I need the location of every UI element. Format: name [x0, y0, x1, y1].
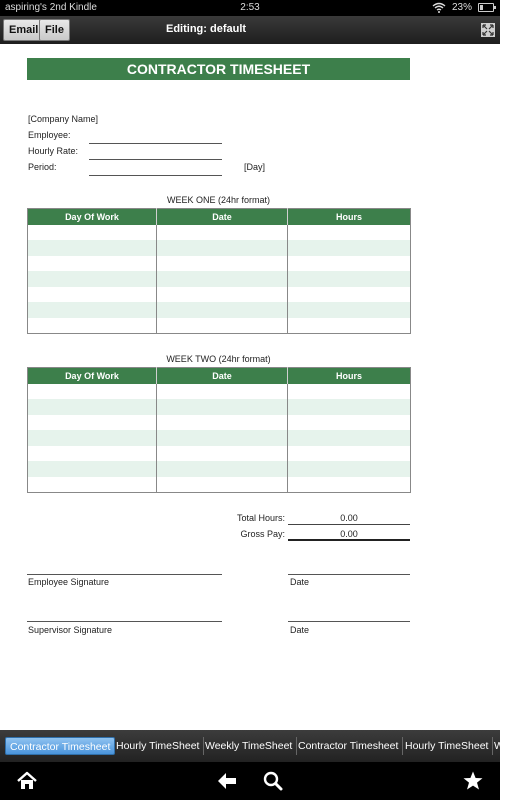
- table-cell[interactable]: [288, 461, 411, 477]
- document-title: Editing: default: [166, 23, 247, 35]
- table-cell[interactable]: [157, 318, 288, 334]
- table-cell[interactable]: [288, 430, 411, 446]
- sheet-title[interactable]: CONTRACTOR TIMESHEET: [27, 58, 410, 80]
- week-two-table[interactable]: [27, 367, 410, 493]
- employee-label: Employee:: [28, 130, 71, 140]
- sheet-tabs: [0, 730, 504, 762]
- table-row[interactable]: [28, 287, 411, 303]
- email-button[interactable]: Email: [3, 19, 44, 41]
- supervisor-signature-line[interactable]: [27, 621, 222, 622]
- table-cell[interactable]: [288, 399, 411, 415]
- table-cell[interactable]: [28, 477, 157, 493]
- table-cell[interactable]: [28, 256, 157, 272]
- column-header-date[interactable]: Date: [157, 209, 288, 225]
- home-icon[interactable]: [16, 770, 38, 792]
- column-header-hours[interactable]: Hours: [288, 368, 411, 384]
- week-one-table[interactable]: [27, 208, 410, 334]
- status-bar: [0, 0, 500, 16]
- wifi-icon: [432, 2, 446, 13]
- gross-pay-label: Gross Pay:: [240, 529, 285, 539]
- table-cell[interactable]: [28, 384, 157, 400]
- table-row[interactable]: [28, 446, 411, 462]
- supervisor-date-line[interactable]: [288, 621, 410, 622]
- table-row[interactable]: [28, 256, 411, 272]
- column-header-date[interactable]: Date: [157, 368, 288, 384]
- column-header-day[interactable]: Day Of Work: [28, 209, 157, 225]
- company-name[interactable]: [Company Name]: [28, 114, 99, 124]
- table-cell[interactable]: [28, 240, 157, 256]
- table-cell[interactable]: [28, 287, 157, 303]
- hourly-rate-field[interactable]: [89, 159, 222, 160]
- table-cell[interactable]: [157, 399, 288, 415]
- table-cell[interactable]: [157, 271, 288, 287]
- table-cell[interactable]: [157, 256, 288, 272]
- table-row[interactable]: [28, 430, 411, 446]
- table-cell[interactable]: [288, 240, 411, 256]
- table-cell[interactable]: [157, 461, 288, 477]
- device-name: aspiring's 2nd Kindle: [5, 2, 97, 13]
- table-row[interactable]: [28, 225, 411, 241]
- employee-field[interactable]: [89, 143, 222, 144]
- week-two-title: WEEK TWO (24hr format): [166, 354, 271, 364]
- table-row[interactable]: [28, 415, 411, 431]
- table-cell[interactable]: [157, 446, 288, 462]
- table-row[interactable]: [28, 240, 411, 256]
- table-cell[interactable]: [28, 318, 157, 334]
- table-cell[interactable]: [28, 461, 157, 477]
- total-hours-value[interactable]: 0.00: [288, 513, 410, 525]
- hourly-rate-label: Hourly Rate:: [28, 146, 79, 156]
- expand-icon[interactable]: [481, 23, 495, 37]
- table-cell[interactable]: [288, 415, 411, 431]
- week-one-title: WEEK ONE (24hr format): [166, 195, 271, 205]
- file-button[interactable]: File: [39, 19, 70, 41]
- table-row[interactable]: [28, 318, 411, 334]
- table-cell[interactable]: [28, 430, 157, 446]
- period-label: Period:: [28, 162, 57, 172]
- table-row[interactable]: [28, 384, 411, 400]
- table-cell[interactable]: [157, 430, 288, 446]
- column-header-day[interactable]: Day Of Work: [28, 368, 157, 384]
- table-cell[interactable]: [288, 477, 411, 493]
- column-header-hours[interactable]: Hours: [288, 209, 411, 225]
- table-cell[interactable]: [288, 225, 411, 241]
- table-cell[interactable]: [28, 271, 157, 287]
- table-cell[interactable]: [288, 271, 411, 287]
- supervisor-date-label: Date: [290, 625, 310, 635]
- search-icon[interactable]: [262, 770, 284, 792]
- table-row[interactable]: [28, 399, 411, 415]
- gross-pay-value[interactable]: 0.00: [288, 529, 410, 541]
- table-row[interactable]: [28, 271, 411, 287]
- employee-signature-label: Employee Signature: [28, 577, 110, 587]
- table-cell[interactable]: [157, 384, 288, 400]
- table-cell[interactable]: [157, 302, 288, 318]
- table-row[interactable]: [28, 461, 411, 477]
- total-hours-label: Total Hours:: [236, 513, 285, 523]
- table-cell[interactable]: [157, 240, 288, 256]
- table-cell[interactable]: [28, 415, 157, 431]
- table-cell[interactable]: [28, 225, 157, 241]
- tab-contractor-timesheet-2[interactable]: Contractor Timesheet: [294, 737, 403, 755]
- back-icon[interactable]: [216, 770, 238, 792]
- employee-date-line[interactable]: [288, 574, 410, 575]
- app-toolbar: [0, 16, 500, 44]
- table-cell[interactable]: [157, 225, 288, 241]
- nav-bar: [0, 762, 500, 800]
- star-icon[interactable]: [462, 770, 484, 792]
- supervisor-signature-label: Supervisor Signature: [28, 625, 113, 635]
- table-cell[interactable]: [157, 415, 288, 431]
- clock: 2:53: [240, 2, 260, 13]
- tab-hourly-timesheet-2[interactable]: Hourly TimeSheet: [401, 737, 493, 755]
- table-cell[interactable]: [157, 477, 288, 493]
- day-placeholder[interactable]: [Day]: [244, 162, 266, 172]
- table-cell[interactable]: [288, 318, 411, 334]
- period-field[interactable]: [89, 175, 222, 176]
- table-row[interactable]: [28, 477, 411, 493]
- table-cell[interactable]: [28, 302, 157, 318]
- table-cell[interactable]: [288, 302, 411, 318]
- tab-weekly-timesheet[interactable]: Weekly TimeSheet: [201, 737, 297, 755]
- table-cell[interactable]: [288, 384, 411, 400]
- battery-fill: [480, 5, 483, 10]
- employee-signature-line[interactable]: [27, 574, 222, 575]
- employee-date-label: Date: [290, 577, 310, 587]
- table-row[interactable]: [28, 302, 411, 318]
- battery-icon: [478, 3, 494, 12]
- spreadsheet-view[interactable]: [0, 44, 500, 730]
- table-cell[interactable]: [288, 446, 411, 462]
- table-cell[interactable]: [28, 446, 157, 462]
- tab-truncated[interactable]: W: [494, 740, 504, 752]
- table-cell[interactable]: [288, 287, 411, 303]
- table-cell[interactable]: [28, 399, 157, 415]
- table-cell[interactable]: [288, 256, 411, 272]
- battery-percent: 23%: [452, 2, 473, 13]
- tab-contractor-timesheet[interactable]: Contractor Timesheet: [5, 737, 115, 755]
- tab-hourly-timesheet[interactable]: Hourly TimeSheet: [112, 737, 204, 755]
- table-cell[interactable]: [157, 287, 288, 303]
